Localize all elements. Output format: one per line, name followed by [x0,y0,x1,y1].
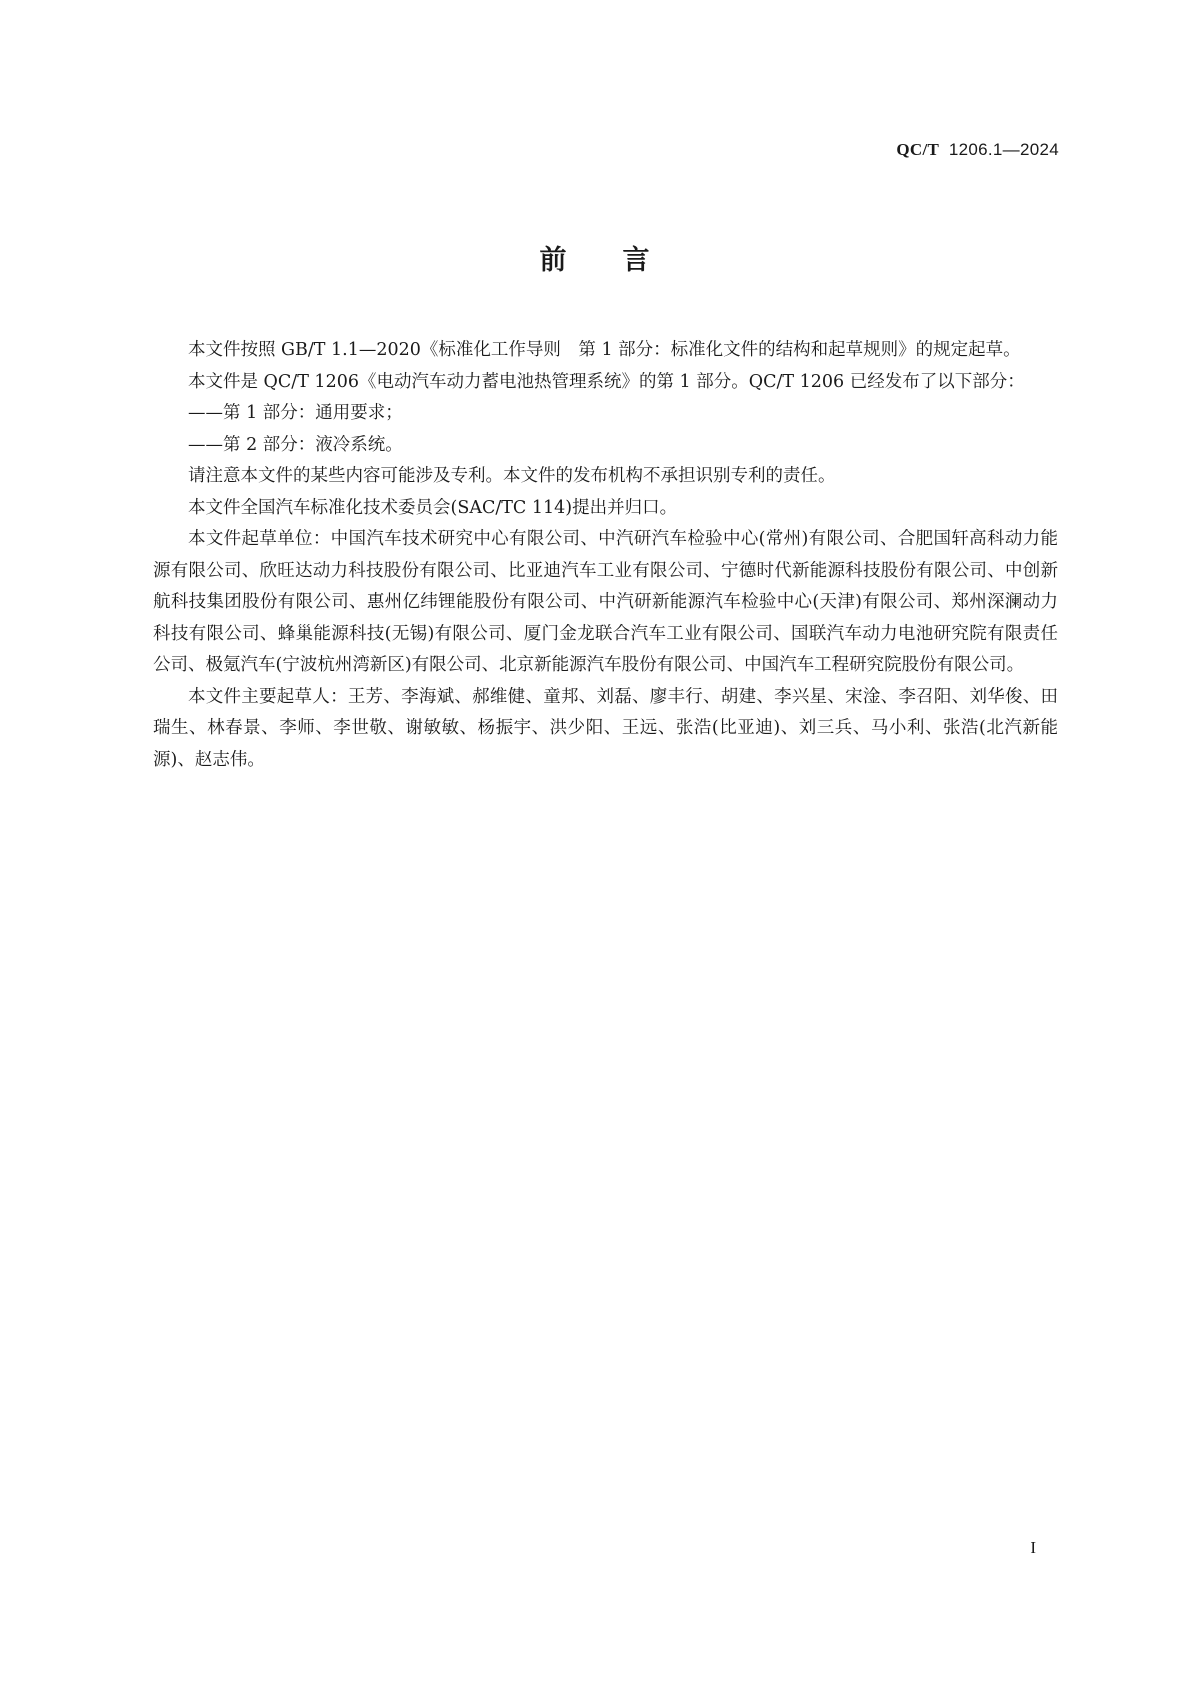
document-header [896,140,1059,160]
page-title [0,238,1191,277]
paragraph-committee: 本文件全国汽车标准化技术委员会(SAC/TC 114)提出并归口。 [188,497,678,518]
list-item-part-1: ——第 1 部分：通用要求； [188,403,403,423]
paragraph-patent-notice: 请注意本文件的某些内容可能涉及专利。本文件的发布机构不承担识别专利的责任。 [188,466,836,486]
paragraph-parts-intro: 本文件是 QC/T 1206《电动汽车动力蓄电池热管理系统》的第 1 部分。QC/T 1206 已经发布了以下部分： [188,371,1025,392]
title-char-1: 前 [539,245,569,276]
standard-number: 1206.1—2024 [948,140,1059,159]
paragraph-drafting-rules: 本文件按照 GB/T 1.1—2020《标准化工作导则 第 1 部分：标准化文件的结构和起草规则》的规定起草。 [188,340,1021,360]
paragraph-drafters: 本文件主要起草人：王芳、李海斌、郝维健、童邦、刘磊、廖丰行、胡建、李兴星、宋淦、李召阳、刘华俊、田瑞生、林春景、李师、李世敬、谢敏敏、杨振宇、洪少阳、王远、张浩(比亚迪)、刘三兵、马小利、张浩(北汽新能源)、赵志伟。 [153,686,1058,770]
title-char-2: 言 [622,245,652,276]
foreword-body [153,335,1058,776]
standard-code: QC/T [896,140,940,159]
page-number: I [1030,1538,1036,1557]
paragraph-drafting-units: 本文件起草单位：中国汽车技术研究中心有限公司、中汽研汽车检验中心(常州)有限公司、合肥国轩高科动力能源有限公司、欣旺达动力科技股份有限公司、比亚迪汽车工业有限公司、宁德时代新能源科技股份有限公司、中创新航科技集团股份有限公司、惠州亿纬锂能股份有限公司、中汽研新能源汽车检验中心(天津)有限公司、郑州深澜动力科技有限公司、蜂巢能源科技(无锡)有限公司、厦门金龙联合汽车工业有限公司、国联汽车动力电池研究院有限责任公司、极氪汽车(宁波杭州湾新区)有限公司、北京新能源汽车股份有限公司、中国汽车工程研究院股份有限公司。 [153,529,1058,675]
list-item-part-2: ——第 2 部分：液冷系统。 [188,434,403,455]
